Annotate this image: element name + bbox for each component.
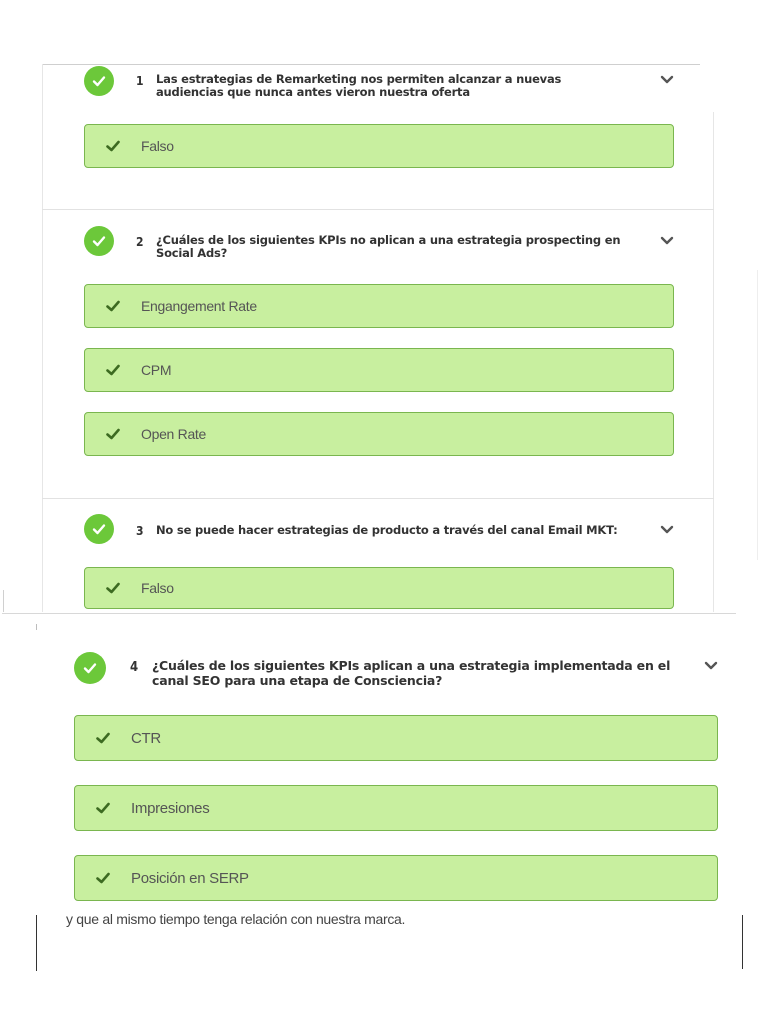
check-circle-icon xyxy=(84,66,114,96)
question-number: 1 xyxy=(136,74,144,88)
check-circle-icon xyxy=(84,226,114,256)
answer-option xyxy=(84,284,674,328)
answer-label: Engangement Rate xyxy=(141,298,257,314)
quiz-panel-top xyxy=(42,64,714,612)
question-text: No se puede hacer estrategias de producto a través del canal Email MKT: xyxy=(156,523,618,537)
question-number: 3 xyxy=(136,524,144,538)
check-circle-icon xyxy=(84,514,114,544)
question-number: 4 xyxy=(130,660,139,675)
check-icon xyxy=(105,580,121,596)
answer-label: Open Rate xyxy=(141,426,207,442)
answer-option xyxy=(74,785,718,831)
answer-option xyxy=(74,715,718,761)
question-text: ¿Cuáles de los siguientes KPIs no aplican a una estrategia prospecting en Social Ads? xyxy=(156,233,621,260)
question-text: ¿Cuáles de los siguientes KPIs aplican a una estrategia implementada en el canal SEO para una etapa de Consciencia? xyxy=(152,658,671,688)
partial-body-text: y que al mismo tiempo tenga relación con nuestra marca. xyxy=(66,911,406,927)
answer-option xyxy=(84,567,674,609)
answer-option xyxy=(84,124,674,168)
question-3-header[interactable] xyxy=(42,514,714,554)
answer-option xyxy=(84,348,674,392)
chevron-down-icon[interactable] xyxy=(703,660,719,672)
check-icon xyxy=(95,730,111,746)
answer-label: Falso xyxy=(141,580,174,596)
screenshot-seam xyxy=(2,613,736,614)
question-2-header[interactable] xyxy=(42,224,714,274)
check-icon xyxy=(105,138,121,154)
check-icon xyxy=(105,298,121,314)
question-number: 2 xyxy=(136,235,144,249)
check-icon xyxy=(95,870,111,886)
answer-option xyxy=(84,412,674,456)
question-1-header[interactable] xyxy=(42,64,714,114)
answer-label: Falso xyxy=(141,138,174,154)
seam-left-tick xyxy=(3,590,4,612)
answer-label: Impresiones xyxy=(131,799,210,817)
fragment-right-border xyxy=(742,915,743,969)
check-icon xyxy=(105,362,121,378)
answer-label: CPM xyxy=(141,362,172,378)
seam-right-tick xyxy=(757,270,758,560)
quiz-panel-bottom xyxy=(30,630,750,920)
check-icon xyxy=(105,426,121,442)
check-circle-icon xyxy=(74,652,106,684)
question-4-header[interactable] xyxy=(30,648,750,698)
chevron-down-icon[interactable] xyxy=(659,524,675,536)
answer-option xyxy=(74,855,718,901)
question-divider xyxy=(42,498,714,499)
fragment-left-border xyxy=(36,915,37,971)
question-divider xyxy=(42,209,714,210)
answer-label: CTR xyxy=(131,729,161,747)
chevron-down-icon[interactable] xyxy=(659,235,675,247)
chevron-down-icon[interactable] xyxy=(659,74,675,86)
question-text: Las estrategias de Remarketing nos permiten alcanzar a nuevas audiencias que nunca antes vieron nuestra oferta xyxy=(156,72,562,99)
check-icon xyxy=(95,800,111,816)
answer-label: Posición en SERP xyxy=(131,869,249,887)
